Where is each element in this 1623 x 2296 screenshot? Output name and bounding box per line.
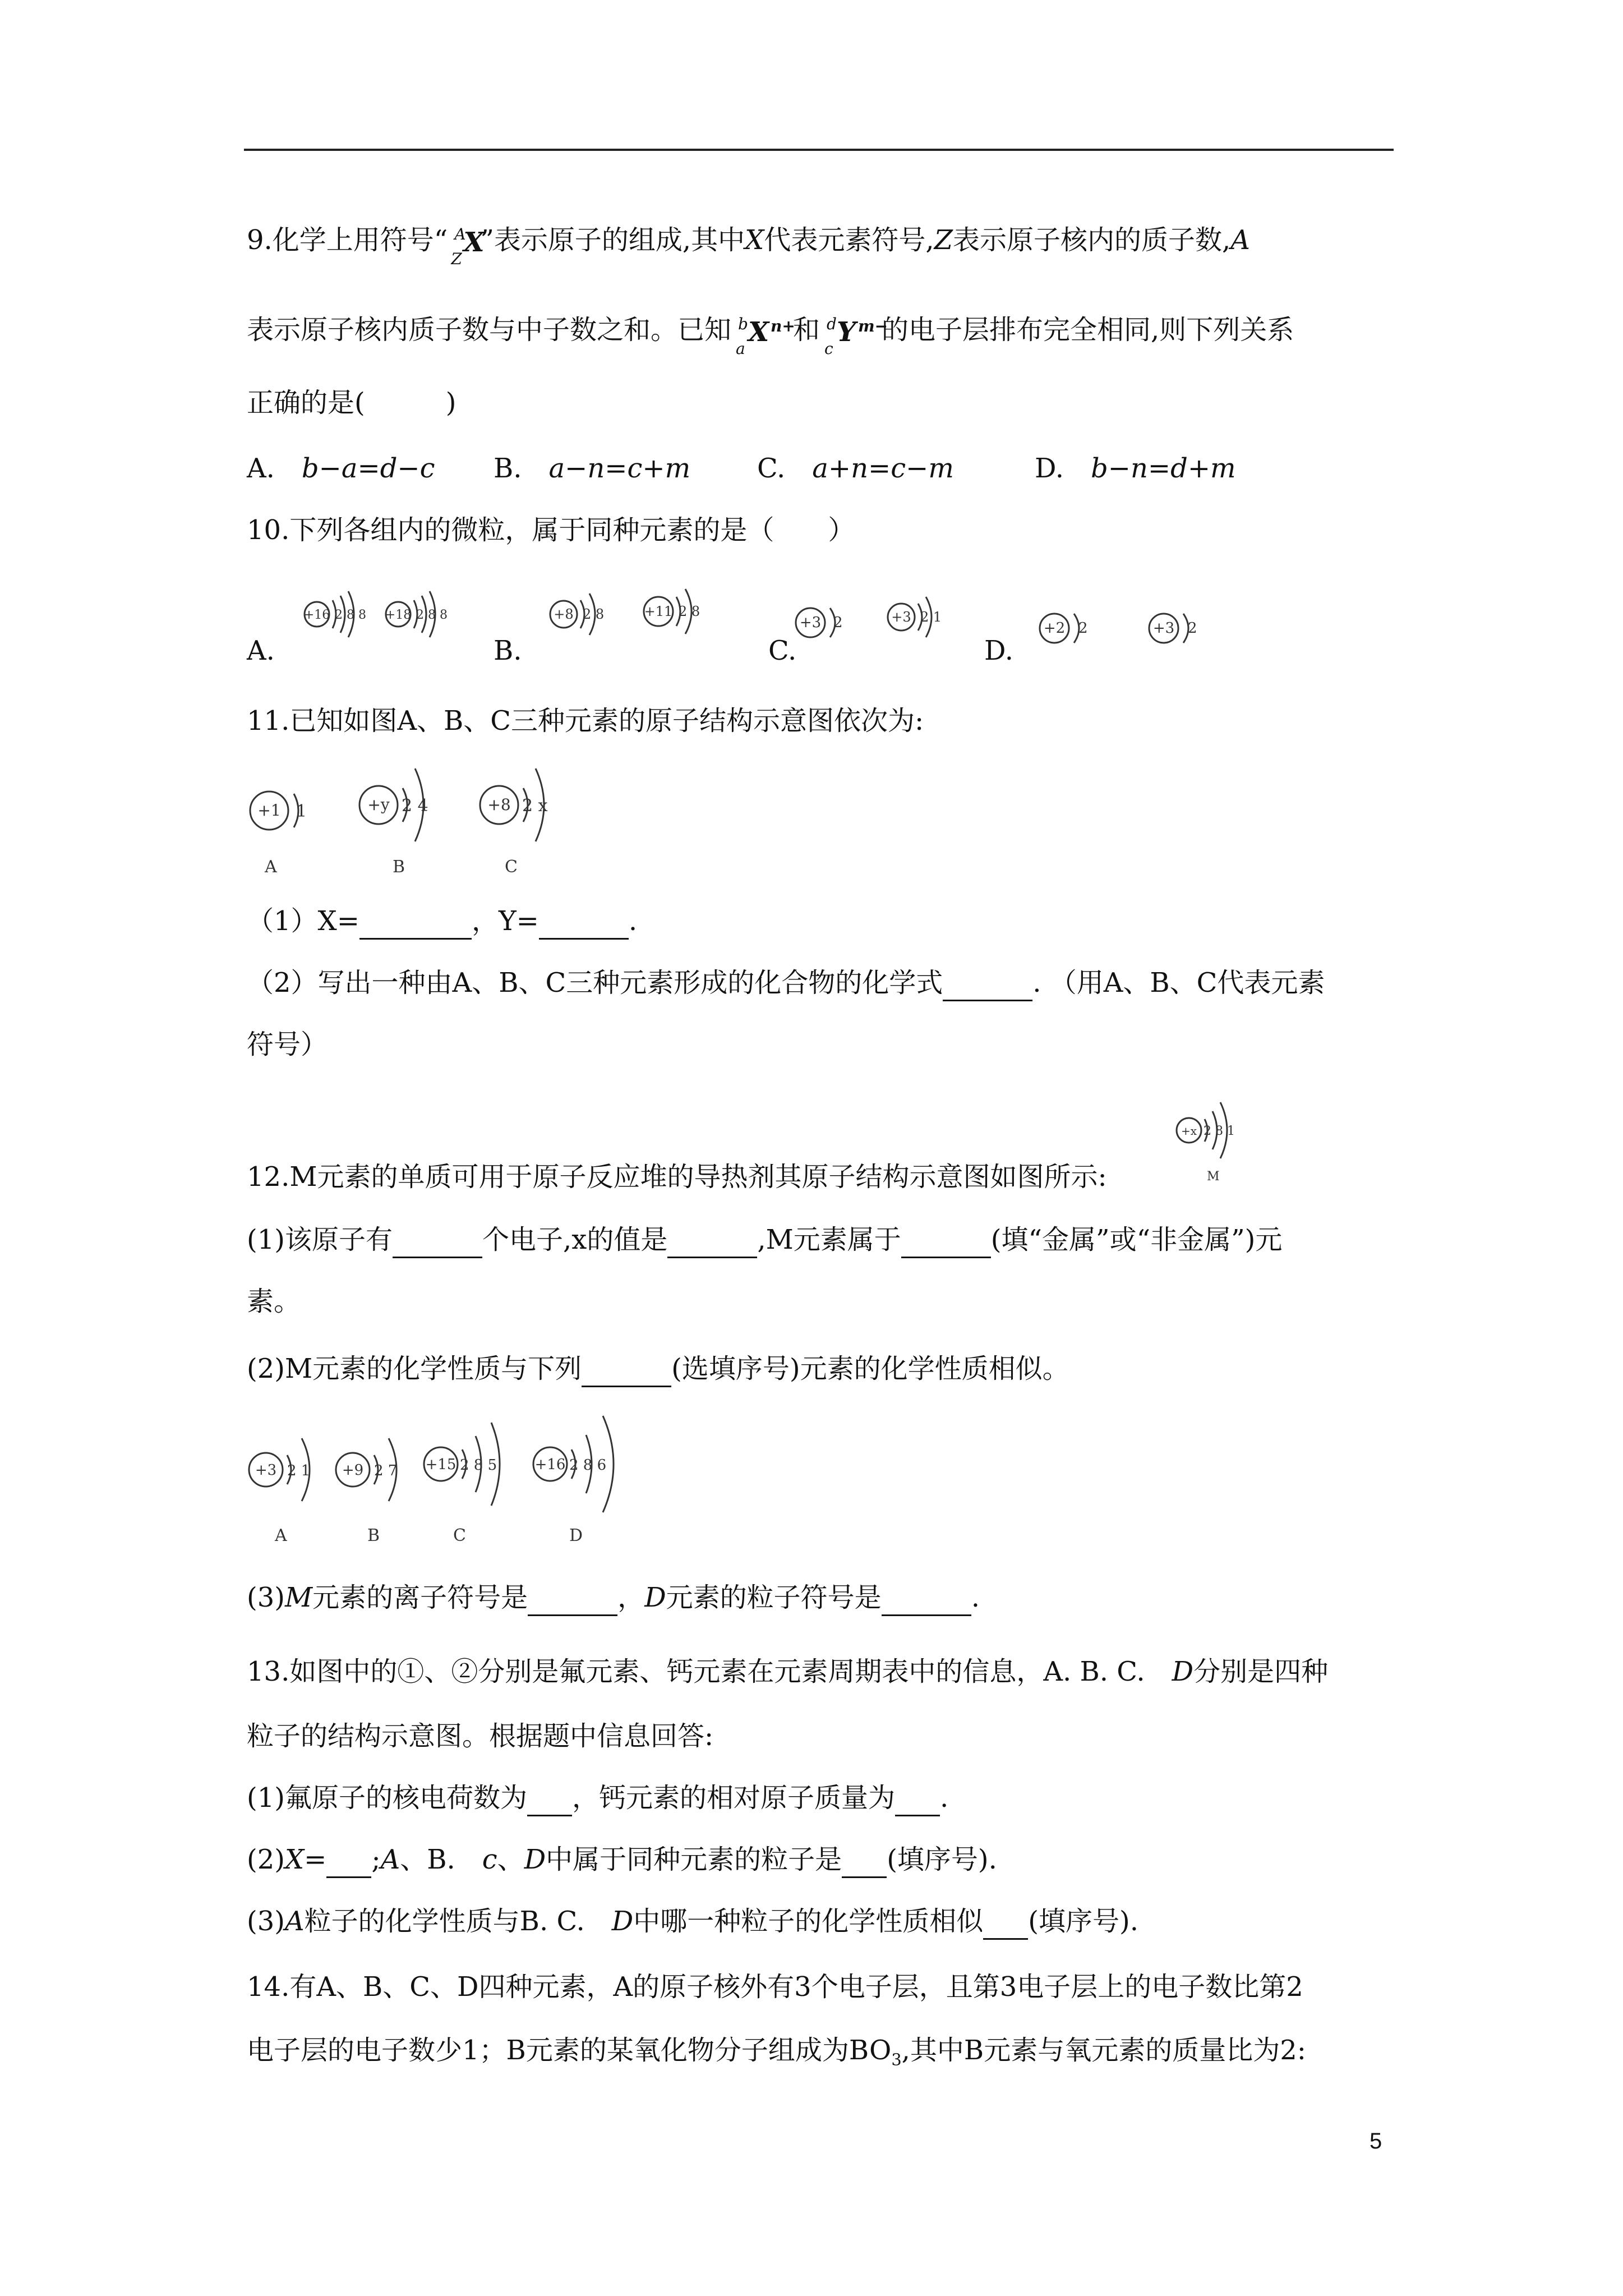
q13-line1: 13.如图中的①、②分别是氟元素、钙元素在元素周期表中的信息，A. B. C. D分别是四种 [247, 1656, 1329, 1687]
svg-text:2 8: 2 8 [679, 604, 700, 619]
answer-blank[interactable] [582, 1352, 671, 1387]
q11-part2: （2）写出一种由A、B、C三种元素形成的化合物的化学式 . （用A、B、C代表元素 [247, 966, 1325, 1001]
q9-option-a[interactable]: A. b−a=d−c [247, 453, 435, 484]
svg-text:+1: +1 [257, 801, 281, 820]
svg-text:+3: +3 [255, 1462, 277, 1479]
q12-part1-cont: 素。 [247, 1286, 301, 1317]
atom-label: B [393, 857, 405, 877]
svg-text:+16: +16 [534, 1456, 566, 1473]
answer-blank[interactable] [983, 1904, 1028, 1940]
svg-text:2 4: 2 4 [402, 796, 428, 816]
atom-diagram [1144, 600, 1211, 656]
svg-text:2: 2 [1078, 620, 1088, 637]
svg-text:+11: +11 [644, 604, 673, 619]
isotope-y: d c Y m− [824, 314, 888, 358]
q9-option-d[interactable]: D. b−n=d+m [1035, 453, 1236, 484]
svg-text:+18: +18 [385, 608, 412, 622]
atom-diagram [381, 583, 460, 645]
q13-part3: (3)A粒子的化学性质与B. C. D中哪一种粒子的化学性质相似 (填序号). [247, 1904, 1138, 1940]
atom-label: A [275, 1526, 287, 1545]
atom-diagram [530, 1402, 648, 1515]
svg-text:+8: +8 [487, 795, 511, 814]
answer-blank[interactable] [895, 1781, 940, 1816]
svg-text:2 7: 2 7 [374, 1462, 398, 1479]
q14-line1: 14.有A、B、C、D四种元素，A的原子核外有3个电子层，且第3电子层上的电子数比第2 [247, 1971, 1303, 2003]
svg-text:+x: +x [1181, 1124, 1197, 1138]
q9-option-b[interactable]: B. a−n=c+m [494, 453, 691, 484]
svg-text:+3: +3 [1152, 620, 1175, 637]
atom-diagram [247, 780, 325, 847]
q11-stem: 11.已知如图A、B、C三种元素的原子结构示意图依次为: [247, 705, 924, 737]
svg-text:+15: +15 [425, 1456, 457, 1473]
atom-diagram [353, 757, 454, 847]
isotope-symbol: A Z X [451, 224, 485, 268]
atom-diagram [1172, 1091, 1262, 1170]
svg-text:+2: +2 [1043, 620, 1066, 637]
answer-blank[interactable] [882, 1581, 971, 1616]
atom-diagram [1035, 600, 1102, 656]
q13-part2: (2)X= ;A、B. c、D中属于同种元素的粒子是 (填序号). [247, 1843, 997, 1878]
svg-text:+3: +3 [799, 614, 822, 631]
q9-line2: 表示原子核内质子数与中子数之和。已知 b a X n+ 和 d c Y m− 的电子层排布完全相同,则下列关系 [247, 314, 1294, 358]
atom-diagram [639, 578, 723, 645]
q12-part3: (3)M元素的离子符号是 ，D元素的粒子符号是 . [247, 1581, 980, 1616]
atom-label: M [1207, 1170, 1220, 1184]
svg-text:+y: +y [367, 795, 390, 814]
atom-diagram [547, 583, 625, 645]
q10-stem: 10.下列各组内的微粒，属于同种元素的是（ ） [247, 514, 855, 546]
svg-text:2 8 6: 2 8 6 [569, 1457, 607, 1474]
q12-stem: 12.M元素的单质可用于原子反应堆的导热剂其原子结构示意图如图所示: [247, 1161, 1107, 1193]
svg-text:2 8 8: 2 8 8 [335, 608, 366, 622]
svg-text:+3: +3 [891, 609, 911, 625]
q9-option-c[interactable]: C. a+n=c−m [757, 453, 954, 484]
q9-line1: 9.化学上用符号“ A Z X ”表示原子的组成,其中X代表元素符号,Z表示原子核内的质子数,A [247, 224, 1250, 268]
atom-diagram [474, 757, 575, 847]
svg-text:1: 1 [296, 802, 307, 821]
answer-blank[interactable] [943, 966, 1032, 1001]
q10-option-b[interactable]: B. [494, 635, 522, 666]
svg-text:2 1: 2 1 [287, 1462, 311, 1479]
answer-blank[interactable] [528, 1581, 617, 1616]
svg-text:+9: +9 [342, 1462, 364, 1479]
atom-label: D [569, 1526, 583, 1545]
atom-label: A [265, 857, 277, 877]
q10-option-c[interactable]: C. [768, 635, 797, 666]
svg-text:2 8: 2 8 [583, 606, 605, 622]
atom-label: B [367, 1526, 380, 1545]
q11-part2-cont: 符号） [247, 1029, 328, 1060]
svg-text:+16: +16 [303, 608, 330, 622]
svg-text:2: 2 [833, 614, 843, 631]
atom-diagram [247, 1425, 336, 1515]
q11-part1: （1）X= ，Y= . [247, 904, 637, 940]
svg-text:+8: +8 [554, 606, 574, 622]
answer-blank[interactable] [667, 1223, 757, 1258]
atom-diagram [334, 1425, 423, 1515]
answer-blank[interactable] [539, 904, 629, 940]
svg-text:2 8 8: 2 8 8 [416, 608, 448, 622]
q14-line2: 电子层的电子数少1；B元素的某氧化物分子组成为$BO_3$,其中B元素与氧元素的质量比为2: [247, 2035, 1306, 2069]
q10-option-a[interactable]: A. [247, 635, 275, 666]
atom-diagram [883, 589, 956, 645]
page-number: 5 [1370, 2129, 1382, 2154]
atom-diagram [791, 595, 858, 651]
q9-line3: 正确的是( ) [247, 387, 457, 418]
q13-line2: 粒子的结构示意图。根据题中信息回答: [247, 1720, 714, 1752]
answer-blank[interactable] [326, 1843, 371, 1878]
q12-part2: (2)M元素的化学性质与下列 (选填序号)元素的化学性质相似。 [247, 1352, 1069, 1387]
answer-blank[interactable] [359, 904, 472, 940]
svg-text:2 x: 2 x [522, 796, 548, 816]
atom-diagram [421, 1414, 527, 1515]
atom-label: C [453, 1526, 466, 1545]
answer-blank[interactable] [393, 1223, 482, 1258]
isotope-x: b a X n+ [736, 314, 795, 358]
answer-blank[interactable] [842, 1843, 887, 1878]
q12-part1: (1)该原子有 个电子,x的值是 ,M元素属于 (填“金属”或“非金属”)元 [247, 1223, 1282, 1258]
atom-diagram [300, 583, 379, 645]
q13-part1: (1)氟原子的核电荷数为 ，钙元素的相对原子质量为 . [247, 1781, 948, 1816]
answer-blank[interactable] [527, 1781, 572, 1816]
svg-text:2 8 1: 2 8 1 [1204, 1124, 1235, 1138]
svg-text:2 8 5: 2 8 5 [460, 1457, 497, 1474]
svg-text:2 1: 2 1 [920, 609, 942, 625]
header-rule [244, 149, 1394, 151]
q10-option-d[interactable]: D. [984, 635, 1014, 666]
atom-label: C [505, 857, 518, 877]
svg-text:2: 2 [1188, 620, 1197, 637]
answer-blank[interactable] [901, 1223, 991, 1258]
